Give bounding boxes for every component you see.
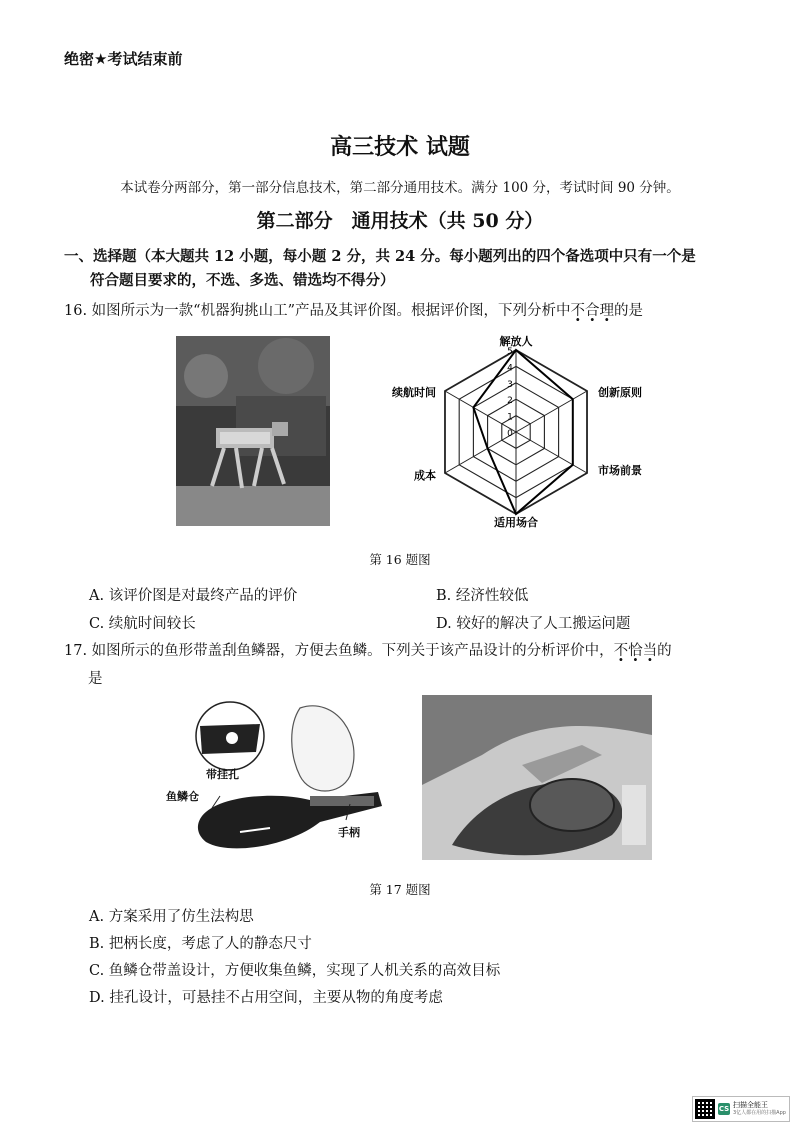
emph-char: 当 [642, 643, 658, 659]
emph-char: 合 [585, 303, 600, 319]
radar-category-label: 适用场合 [494, 516, 538, 529]
radar-tick-label: 5 [507, 347, 513, 357]
qr-code-icon [695, 1099, 715, 1119]
q17-option-b: B. 把柄长度，考虑了人的静态尺寸 [89, 936, 312, 952]
section-heading [64, 245, 776, 293]
emph-char: 恰 [628, 643, 643, 659]
fish-scaling-photo [422, 695, 652, 860]
question-17-text: 17. 如图所示的鱼形带盖刮鱼鳞器，方便去鱼鳞。下列关于该产品设计的分析评价中， [64, 643, 614, 659]
radar-tick-label: 0 [507, 429, 513, 439]
section-line-1: 一、选择题（本大题共 12 小题，每小题 2 分，共 24 分。每小题列出的四个备选项中只有一个是 [64, 248, 696, 265]
radar-tick-label: 2 [507, 396, 513, 407]
fish-scaler-diagram [160, 696, 392, 866]
radar-tick-label: 3 [507, 379, 513, 390]
question-17-stem [64, 640, 776, 662]
cs-badge-icon: CS [718, 1105, 730, 1113]
q16-option-b: B. 经济性较低 [436, 588, 529, 604]
radar-category-label: 创新原则 [598, 386, 642, 399]
watermark-brand: 扫描全能王 [733, 1101, 768, 1109]
label-scale-bin: 鱼鳞仓 [166, 790, 199, 803]
watermark-text [733, 1101, 786, 1117]
secret-label: 绝密★考试结束前 [64, 50, 183, 68]
q17-option-a: A. 方案采用了仿生法构思 [89, 909, 254, 925]
exam-intro: 本试卷分两部分，第一部分信息技术，第二部分通用技术。满分 100 分，考试时间 90 分钟。 [120, 180, 680, 196]
part-title: 第二部分 通用技术（共 50 分） [256, 210, 544, 232]
emph-char: 不 [613, 643, 629, 659]
question-17-suffix: 的 [657, 643, 672, 659]
q16-option-d: D. 较好的解决了人工搬运问题 [436, 616, 631, 632]
figure-16-caption: 第 16 题图 [369, 552, 431, 567]
figure-17-caption: 第 17 题图 [369, 882, 431, 897]
radar-tick-label: 4 [507, 363, 513, 374]
section-line-2: 符合题目要求的，不选、多选、错选均不得分） [90, 272, 395, 289]
radar-svg [376, 334, 656, 530]
evaluation-radar-chart [376, 334, 656, 530]
question-16-stem [64, 300, 776, 322]
radar-axis [516, 391, 587, 432]
emph-char: 不 [570, 303, 585, 319]
label-hang-hole: 带挂孔 [206, 768, 239, 781]
emph-char: 理 [599, 303, 614, 319]
radar-axis [516, 432, 587, 473]
label-handle: 手柄 [338, 826, 360, 839]
question-16-text: 16. 如图所示为一款“机器狗挑山工”产品及其评价图。根据评价图，下列分析中 [64, 303, 571, 319]
fish-scaling-image [422, 695, 652, 860]
fish-scaler-drawing [160, 696, 392, 866]
robot-dog-image [176, 336, 330, 526]
radar-axis [445, 432, 516, 473]
robot-dog-photo [176, 336, 330, 526]
q16-option-a: A. 该评价图是对最终产品的评价 [89, 588, 298, 604]
scanner-watermark [692, 1096, 790, 1122]
q17-option-d: D. 挂孔设计，可悬挂不占用空间，主要从物的角度考虑 [89, 990, 443, 1006]
q16-option-c: C. 续航时间较长 [89, 616, 196, 632]
watermark-sub: 3亿人都在用的扫描App [733, 1110, 786, 1116]
radar-tick-label: 1 [507, 412, 513, 423]
radar-category-label: 成本 [414, 469, 436, 482]
radar-category-label: 市场前景 [598, 464, 642, 477]
radar-category-label: 续航时间 [392, 386, 436, 399]
radar-category-label: 解放人 [499, 335, 533, 348]
question-17-line2: 是 [88, 671, 103, 687]
q17-option-c: C. 鱼鳞仓带盖设计，方便收集鱼鳞，实现了人机关系的高效目标 [89, 963, 501, 979]
question-16-suffix: 的是 [614, 303, 643, 319]
exam-title: 高三技术 试题 [330, 134, 470, 160]
